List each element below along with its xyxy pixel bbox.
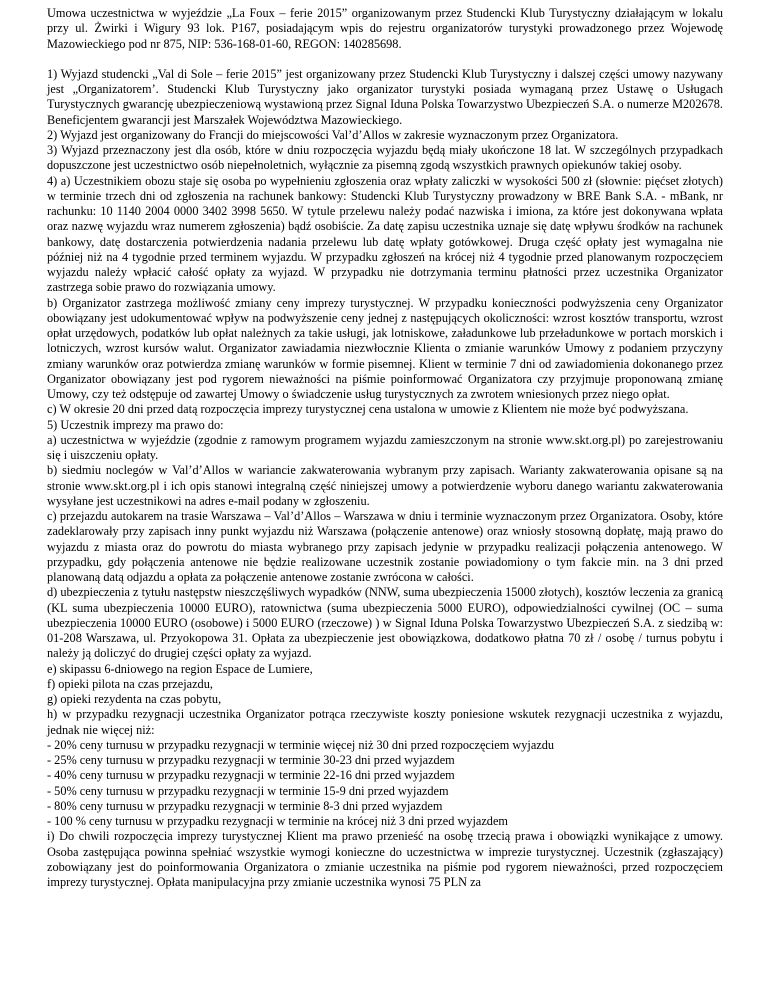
list-item: - 50% ceny turnusu w przypadku rezygnacji w terminie 15-9 dni przed wyjazdem	[47, 783, 449, 798]
paragraph-gap	[47, 52, 723, 67]
list-item: - 80% ceny turnusu w przypadku rezygnacji w terminie 8-3 dni przed wyjazdem	[47, 798, 443, 813]
paragraph: h) w przypadku rezygnacji uczestnika Organizator potrąca rzeczywiste koszty poniesione wskutek rezygnacji uczestnika z wyjazdu, jednak nie więcej niż:	[47, 707, 723, 737]
list-item: - 40% ceny turnusu w przypadku rezygnacji w terminie 22-16 dni przed wyjazdem	[47, 768, 455, 783]
paragraph: 5) Uczestnik imprezy ma prawo do:	[47, 417, 224, 432]
paragraph: f) opieki pilota na czas przejazdu,	[47, 676, 213, 691]
paragraph: 1) Wyjazd studencki „Val di Sole – ferie 2015” jest organizowany przez Studencki Klub Turystyczny i dalszej części umowy nazywany jest „Organizatorem’. Studencki Klub Turystyczny jako organizator turystyki posiada wymaganą przez Ustawę o Usługach Turystycznych gwarancję ubezpieczeniową wystawioną przez Signal Iduna Polska Towarzystwo Ubezpieczeń S.A. o numerze M202678. Beneficjentem gwarancji jest Marszałek Województwa Mazowieckiego.	[47, 66, 723, 127]
paragraph: b) Organizator zastrzega możliwość zmiany ceny imprezy turystycznej. W przypadku konieczności podwyższenia ceny Organizator obowiązany jest udokumentować wpływ na podwyższenie ceny jednej z następujących okoliczności: wzrost kosztów transportu, wzrost opłat urzędowych, podatków lub opłat należnych za takie usługi, jak lotniskowe, załadunkowe lub przeładunkowe w portach morskich i lotniczych, wzrost kursów walut. Organizator zawiadamia niezwłocznie Klienta o zmianie warunków Umowy z podaniem przyczyny zmiany warunków oraz potwierdza zmianę warunków w formie pisemnej. Klient w terminie 7 dni od zawiadomienia dokonanego przez Organizator obowiązany jest pod rygorem nieważności na piśmie poinformować Organizatora czy przyjmuje proponowaną zmianę Umowy, czy też odstępuje od zawartej Umowy o świadczenie usług turystycznych za zwrotem wniesionych przez niego opłat.	[47, 295, 723, 401]
list-item: - 25% ceny turnusu w przypadku rezygnacji w terminie 30-23 dni przed wyjazdem	[47, 753, 455, 767]
paragraph: c) przejazdu autokarem na trasie Warszawa – Val’d’Allos – Warszawa w dniu i terminie wyznaczonym przez Organizatora. Osoby, które zadeklarowały przy zapisach inny punkt wyjazdu niż Warszawa (połączenie antenowe) oraz wniosły stosowną dopłatę, mają prawo do wyjazdu z miasta oraz do powrotu do miasta wybranego przy zapisach jedynie w przypadku realizacji połączenia antenowego. W przypadku, gdy połączenia antenowe nie będzie realizowane uczestnik zostanie powiadomiony o tym fakcie min. na 3 dni przed planowaną datą odjazdu a opłata za połączenie antenowe zostanie zwrócona w całości.	[47, 509, 723, 584]
intro-paragraph: Umowa uczestnictwa w wyjeździe „La Foux – ferie 2015” organizowanym przez Studencki Klub Turystyczny działającym w lokalu przy ul. Żwirki i Wigury 93 lok. P167, posiadającym wpis do rejestru organizatorów turystyki prowadzonego przez Wojewodę Mazowieckiego pod nr 875, NIP: 536-168-01-60, REGON: 140285698.	[47, 6, 723, 51]
paragraph: 3) Wyjazd przeznaczony jest dla osób, które w dniu rozpoczęcia wyjazdu będą miały ukończone 18 lat. W szczególnych przypadkach dopuszczone jest uczestnictwo osób niepełnoletnich, wyłącznie za pisemną zgodą wszystkich prawnych opiekunów takiej osoby.	[47, 143, 723, 173]
paragraph: 2) Wyjazd jest organizowany do Francji do miejscowości Val’d’Allos w zakresie wyznaczonym przez Organizatora.	[47, 127, 619, 142]
list-item: - 100 % ceny turnusu w przypadku rezygnacji w terminie na krócej niż 3 dni przed wyjazdem	[47, 814, 508, 828]
paragraph: c) W okresie 20 dni przed datą rozpoczęcia imprezy turystycznej cena ustalona w umowie z Klientem nie może być podwyższana.	[47, 402, 689, 417]
document-page	[47, 6, 723, 890]
paragraph: d) ubezpieczenia z tytułu następstw nieszczęśliwych wypadków (NNW, suma ubezpieczenia 15000 złotych), kosztów leczenia za granicą (KL suma ubezpieczenia 10000 EURO), ratownictwa (suma ubezpieczenia 5000 EURO), odpowiedzialności cywilnej (OC – suma ubezpieczenia 10000 EURO (osobowe) i 5000 EURO (rzeczowe) ) w Signal Iduna Polska Towarzystwo Ubezpieczeń S.A. z siedzibą w: 01-208 Warszawa, ul. Przyokopowa 31. Opłata za ubezpieczenie jest obowiązkowa, dodatkowo płatna 70 zł / osobę / turnus pobytu i należy ją doliczyć do drugiej części opłaty za wyjazd.	[47, 585, 723, 661]
paragraph: i) Do chwili rozpoczęcia imprezy turystycznej Klient ma prawo przenieść na osobę trzecią prawa i obowiązki wynikające z umowy. Osoba zastępująca powinna spełniać wszystkie wymogi konieczne do uczestnictwa w imprezie turystycznej. Uczestnik (zgłaszający) zobowiązany jest do poinformowania Organizatora o zmianie uczestnika na piśmie pod rygorem nieważności, przed rozpoczęciem imprezy turystycznej. Opłata manipulacyjna przy zmianie uczestnika wynosi 75 PLN za	[47, 829, 723, 889]
list-item: - 20% ceny turnusu w przypadku rezygnacji w terminie więcej niż 30 dni przed rozpoczęciem wyjazdu	[47, 737, 555, 752]
paragraph: g) opieki rezydenta na czas pobytu,	[47, 692, 222, 706]
paragraph: 4) a) Uczestnikiem obozu staje się osoba po wypełnieniu zgłoszenia oraz wpłaty zaliczki w wysokości 500 zł (słownie: pięćset złotych) w terminie trzech dni od zgłoszenia na rachunek bankowy: Studencki Klub Turystyczny prowadzony w BRE Bank S.A. - mBank, nr rachunku: 10 1140 2004 0000 3402 3998 5650. W tytule przelewu należy podać nazwiska i imiona, za które jest dokonywana wpłata oraz nazwę wyjazdu wraz numerem zgłoszenia) bądź osobiście. Za datę zapisu uczestnika uznaje się datę wpływu środków na rachunek bankowy, datę dostarczenia potwierdzenia nadania przelewu lub datę wpłaty gotówkowej. Druga część opłaty jest wymagalna nie później niż na 4 tygodnie przed terminem wyjazdu. W przypadku zgłoszeń na krócej niż 4 tygodnie przed planowanym rozpoczęciem wyjazdu należy wpłacić całość opłaty za wyjazd. W przypadku nie dotrzymania terminu płatności przez uczestnika Organizator zastrzega sobie prawo do rozwiązania umowy.	[47, 173, 723, 295]
paragraph: e) skipassu 6-dniowego na region Espace de Lumiere,	[47, 661, 313, 676]
paragraph: a) uczestnictwa w wyjeździe (zgodnie z ramowym programem wyjazdu zamieszczonym na stronie www.skt.org.pl) po zarejestrowaniu się i uiszczeniu opłaty.	[47, 432, 723, 462]
paragraph: b) siedmiu noclegów w Val’d’Allos w wariancie zakwaterowania wybranym przy zapisach. Warianty zakwaterowania opisane są na stronie www.skt.org.pl i ich opis stanowi integralną część niniejszej umowy a potwierdzenie wyboru danego wariantu zakwaterowania wysyłane jest uczestnikowi na adres e-mail podany w zgłoszeniu.	[47, 463, 723, 508]
